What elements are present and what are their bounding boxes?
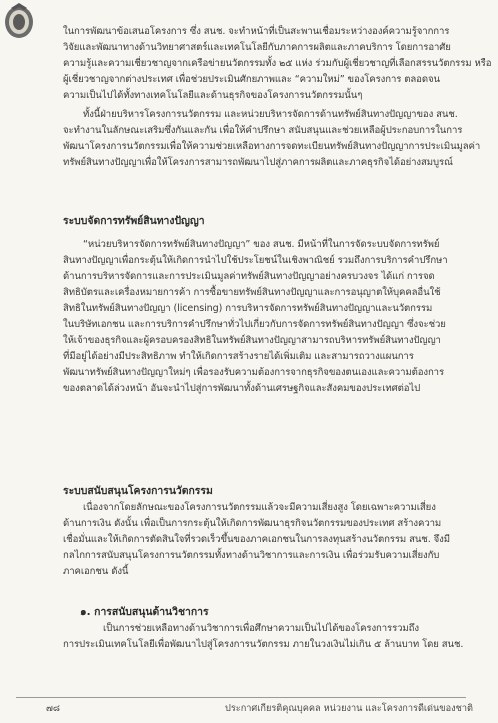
text-line: วิจัยและพัฒนาทางด้านวิทยาศาสตร์และเทคโนโลยีกับภาคการผลิตและภาคบริการ โดยการอาศัย: [63, 42, 451, 53]
text-line: ด้านการบริหารจัดการและการประเมินมูลค่าทรัพย์สินทางปัญญาอย่างครบวงจร ได้แก่ การจด: [63, 271, 435, 282]
text-line: พัฒนาโครงการนวัตกรรมเพื่อให้ความช่วยเหลือทางการจดทะเบียนทรัพย์สินทางปัญญาการประเมินมูลค่า: [63, 141, 481, 152]
text-line: ให้เจ้าของธุรกิจและผู้ครอบครองสิทธิในทรัพย์สินทางปัญญาสามารถบริหารทรัพย์สินทางปัญญา: [63, 335, 441, 346]
text-line: ความรู้และความเชี่ยวชาญจากเครือข่ายนวัตกรรมทั้ง ๒๕ แห่ง ร่วมกับผู้เชี่ยวชาญที่เลือกสรรนวัตกรรม หรือ: [63, 58, 492, 69]
text-line: “หน่วยบริหารจัดการทรัพย์สินทางปัญญา” ของ สนช. มีหน้าที่ในการจัดระบบจัดการทรัพย์: [83, 239, 440, 250]
text-line: ทั้งนี้ฝ่ายบริหารโครงการนวัตกรรม และหน่วยบริหารจัดการด้านทรัพย์สินทางปัญญาของ สนช.: [83, 109, 458, 120]
text-line: การประเมินเทคโนโลยีเพื่อพัฒนาไปสู่โครงการนวัตกรรม ภายในวงเงินไม่เกิน ๕ ล้านบาท โดย สนช.: [63, 639, 464, 650]
text-line: เนื่องจากโดยลักษณะของโครงการนวัตกรรมแล้วจะมีความเสี่ยงสูง โดยเฉพาะความเสี่ยง: [83, 502, 436, 513]
text-line: สิทธิในทรัพย์สินทางปัญญา (licensing) การบริหารจัดการทรัพย์สินทางปัญญาและนวัตกรรม: [63, 303, 433, 314]
text-line: ในการพัฒนาข้อเสนอโครงการ ซึ่ง สนช. จะทำหน้าที่เป็นสะพานเชื่อมระหว่างองค์ความรู้จากการ: [63, 26, 450, 37]
text-line: ของตลาดได้ล่วงหน้า อันจะนำไปสู่การพัฒนาทั้งด้านเศรษฐกิจและสังคมของประเทศต่อไป: [63, 383, 421, 394]
subsection-heading-academic: ๑. การสนับสนุนด้านวิชาการ: [80, 606, 209, 618]
text-line: จะทำงานในลักษณะเสริมซึ่งกันและกัน เพื่อให้คำปรึกษา สนับสนุนและช่วยเหลือผู้ประกอบการในการ: [63, 125, 463, 136]
text-line: ที่มีอยู่ได้อย่างมีประสิทธิภาพ ทำให้เกิดการสร้างรายได้เพิ่มเติม และสามารถวางแผนการ: [63, 351, 414, 362]
text-line: เป็นการช่วยเหลือทางด้านวิชาการเพื่อศึกษาความเป็นไปได้ของโครงการรวมถึง: [103, 623, 419, 634]
text-line: ในบริษัทเอกชน และการบริการคำปรึกษาทั่วไปเกี่ยวกับการจัดการทรัพย์สินทางปัญญา ซึ่งจะช่วย: [63, 319, 446, 330]
text-line: สิทธิบัตรและเครื่องหมายการค้า การซื้อขายทรัพย์สินทางปัญญาและการอนุญาตให้บุคคลอื่นใช้: [63, 287, 441, 298]
text-line: ผู้เชี่ยวชาญจากต่างประเทศ เพื่อช่วยประเมินศักยภาพและ “ความใหม่” ของโครงการ ตลอดจน: [63, 74, 440, 85]
text-line: ภาคเอกชน ดังนี้: [63, 566, 129, 577]
royal-seal-icon: [2, 2, 36, 40]
page-number: ๗๘: [46, 703, 60, 714]
text-line: เชื่อมั่นและให้เกิดการตัดสินใจที่รวดเร็วขึ้นของภาคเอกชนในการลงทุนสร้างนวัตกรรม สนช. จึงมี: [63, 534, 450, 545]
text-line: กลไกการสนับสนุนโครงการนวัตกรรมทั้งทางด้านวิชาการและการเงิน เพื่อร่วมรับความเสี่ยงกับ: [63, 550, 440, 561]
section-heading-ip: ระบบจัดการทรัพย์สินทางปัญญา: [63, 215, 205, 227]
section-heading-support: ระบบสนับสนุนโครงการนวัตกรรม: [63, 485, 213, 497]
footer-title: ประกาศเกียรติคุณบุคคล หน่วยงาน และโครงการดีเด่นของชาติ: [225, 703, 473, 714]
footer-divider: [16, 697, 466, 698]
text-line: ทรัพย์สินทางปัญญาเพื่อให้โครงการสามารถพัฒนาไปสู่ภาคการผลิตและภาคธุรกิจได้อย่างสมบูรณ์: [63, 157, 453, 168]
text-line: สินทางปัญญาเพื่อกระตุ้นให้เกิดการนำไปใช้ประโยชน์ในเชิงพาณิชย์ รวมถึงการบริการคำปรึกษา: [63, 255, 448, 266]
text-line: พัฒนาทรัพย์สินทางปัญญาใหม่ๆ เพื่อรองรับความต้องการจากธุรกิจของตนเองและความต้องการ: [63, 367, 445, 378]
text-line: ความเป็นไปได้ทั้งทางเทคโนโลยีและด้านธุรกิจของโครงการนวัตกรรมนั้นๆ: [63, 90, 363, 101]
text-line: ด้านการเงิน ดังนั้น เพื่อเป็นการกระตุ้นให้เกิดการพัฒนาธุรกิจนวัตกรรมของประเทศ สร้างความ: [63, 518, 442, 529]
